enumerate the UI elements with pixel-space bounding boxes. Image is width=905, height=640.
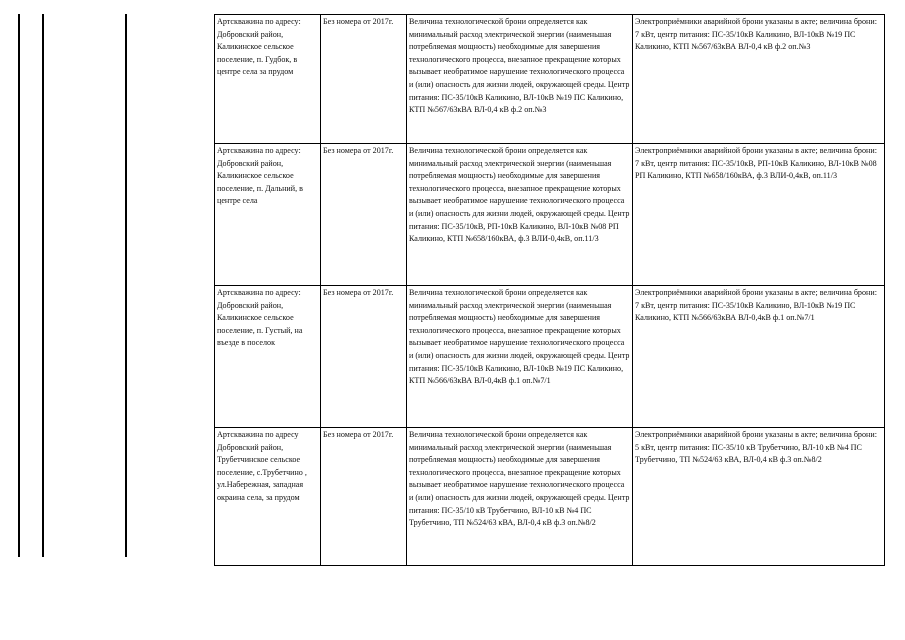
object-address-cell: Артскважина по адресу Добровский район, Трубетчинское сельское поселение, с.Трубетчино , ул.Набережная, западная окраина села, за прудом [215,428,321,566]
table-row [215,15,885,144]
document-cell: Без номера от 2017г. [321,286,407,428]
left-column-rule-2 [42,14,44,557]
table-row [215,428,885,566]
emergency-reserve-table [214,14,885,566]
note-cell: Электроприёмники аварийной брони указаны в акте; величина брони: 7 кВт, центр питания: ПС-35/10кВ Каликино, ВЛ-10кВ №19 ПС Каликино, КТП №567/63кВА ВЛ-0,4 кВ ф.2 оп.№3 [633,15,885,144]
left-column-rule-1 [18,14,20,557]
document-cell: Без номера от 2017г. [321,15,407,144]
justification-cell: Величина технологической брони определяется как минимальный расход электрической энергии (наименьшая потребляемая мощность) необходимые для завершения технологического процесса, внезапное прекращение которых вызывает необратимое нарушение технологического процесса и (или) опасность для жизни людей, окружающей среды. Центр питания: ПС-35/10кВ Каликино, ВЛ-10кВ №19 ПС Каликино, КТП №567/63кВА ВЛ-0,4 кВ ф.2 оп.№3 [407,15,633,144]
note-cell: Электроприёмники аварийной брони указаны в акте; величина брони: 5 кВт, центр питания: ПС-35/10 кВ Трубетчино, ВЛ-10 кВ №4 ПС Трубетчино, ТП №524/63 кВА, ВЛ-0,4 кВ ф.3 оп.№8/2 [633,428,885,566]
object-address-cell: Артскважина по адресу: Добровский район, Каликинское сельское поселение, п. Дальний, в центре села [215,144,321,286]
left-column-rule-3 [125,14,127,557]
document-cell: Без номера от 2017г. [321,428,407,566]
justification-cell: Величина технологической брони определяется как минимальный расход электрической энергии (наименьшая потребляемая мощность) необходимые для завершения технологического процесса, внезапное прекращение которых вызывает необратимое нарушение технологического процесса и (или) опасность для жизни людей, окружающей среды. Центр питания: ПС-35/10кВ Каликино, ВЛ-10кВ №19 ПС Каликино, КТП №566/63кВА ВЛ-0,4кВ ф.1 оп.№7/1 [407,286,633,428]
justification-cell: Величина технологической брони определяется как минимальный расход электрической энергии (наименьшая потребляемая мощность) необходимые для завершения технологического процесса, внезапное прекращение которых вызывает необратимое нарушение технологического процесса и (или) опасность для жизни людей, окружающей среды. Центр питания: ПС-35/10 кВ Трубетчино, ВЛ-10 кВ №4 ПС Трубетчино, ТП №524/63 кВА, ВЛ-0,4 кВ ф.3 оп.№8/2 [407,428,633,566]
note-cell: Электроприёмники аварийной брони указаны в акте; величина брони: 7 кВт, центр питания: ПС-35/10кВ, РП-10кВ Каликино, ВЛ-10кВ №08 РП Каликино, КТП №658/160кВА, ф.3 ВЛИ-0,4кВ, оп.11/3 [633,144,885,286]
object-address-cell: Артскважина по адресу: Добровский район, Каликинское сельское поселение, п. Густый, на въезде в поселок [215,286,321,428]
object-address-cell: Артскважина по адресу: Добровский район, Каликинское сельское поселение, п. Гудбок, в центре села за прудом [215,15,321,144]
document-cell: Без номера от 2017г. [321,144,407,286]
table-row [215,144,885,286]
note-cell: Электроприёмники аварийной брони указаны в акте; величина брони: 7 кВт, центр питания: ПС-35/10кВ Каликино, ВЛ-10кВ №19 ПС Каликино, КТП №566/63кВА ВЛ-0,4кВ ф.1 оп.№7/1 [633,286,885,428]
table-row [215,286,885,428]
justification-cell: Величина технологической брони определяется как минимальный расход электрической энергии (наименьшая потребляемая мощность) необходимые для завершения технологического процесса, внезапное прекращение которых вызывает необратимое нарушение технологического процесса и (или) опасность для жизни людей, окружающей среды. Центр питания: ПС-35/10кВ, РП-10кВ Каликино, ВЛ-10кВ №08 РП Каликино, КТП №658/160кВА, ф.3 ВЛИ-0,4кВ, оп.11/3 [407,144,633,286]
